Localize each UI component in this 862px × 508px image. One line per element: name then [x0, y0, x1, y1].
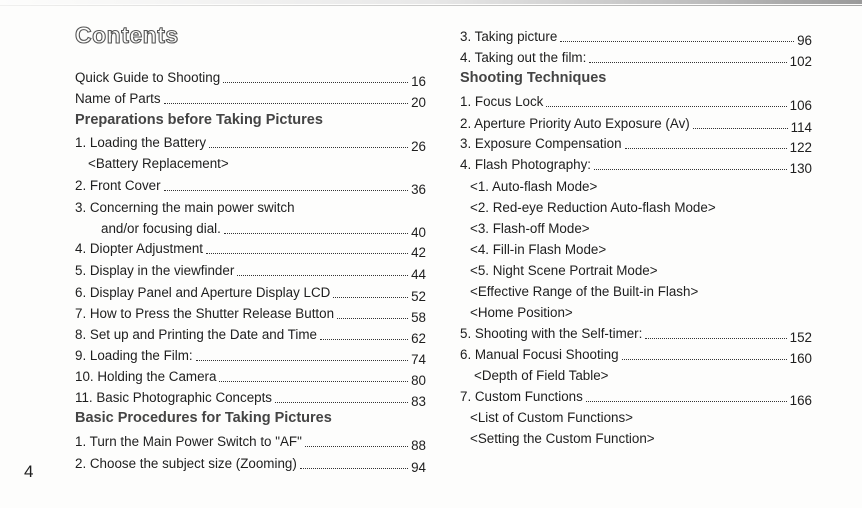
toc-entry-page: 62	[411, 331, 426, 346]
toc-subentry-flash-off[interactable]: <3. Flash-off Mode>	[470, 221, 590, 236]
toc-entry-viewfinder[interactable]	[75, 262, 426, 282]
dot-leader	[645, 338, 786, 339]
toc-entry-label: Quick Guide to Shooting	[75, 70, 221, 85]
dot-leader	[219, 381, 408, 382]
toc-entry-page: 152	[789, 330, 812, 345]
toc-entry-page: 160	[789, 351, 812, 366]
toc-entry-date-time[interactable]	[75, 326, 426, 346]
toc-entry-page: 130	[789, 161, 812, 176]
toc-entry-front-cover[interactable]	[75, 177, 426, 197]
toc-entry-page: 20	[411, 95, 426, 110]
toc-entry-label: 3. Taking picture	[460, 29, 558, 44]
toc-entry-main-power-switch[interactable]	[75, 433, 426, 453]
page-title: Contents	[75, 22, 179, 48]
toc-entry-aperture-priority[interactable]	[460, 115, 812, 135]
toc-subentry-depth-of-field[interactable]: <Depth of Field Table>	[474, 368, 609, 383]
toc-subentry-red-eye[interactable]: <2. Red-eye Reduction Auto-flash Mode>	[470, 200, 716, 215]
dot-leader	[164, 103, 409, 104]
toc-entry-taking-picture[interactable]	[460, 28, 812, 48]
toc-entry-page: 26	[411, 139, 426, 154]
toc-entry-page: 40	[411, 225, 426, 240]
toc-entry-subject-size[interactable]	[75, 455, 426, 475]
scan-edge-shadow	[0, 0, 862, 4]
section-heading-basic-procedures: Basic Procedures for Taking Pictures	[75, 410, 332, 426]
toc-entry-label: 1. Focus Lock	[460, 94, 544, 109]
scan-edge-line	[0, 5, 862, 6]
toc-entry-focus-lock[interactable]	[460, 93, 812, 113]
toc-entry-label: 7. How to Press the Shutter Release Button	[75, 306, 335, 321]
section-heading-shooting-techniques: Shooting Techniques	[460, 70, 607, 86]
dot-leader	[693, 128, 788, 129]
toc-entry-page: 114	[790, 120, 812, 135]
toc-entry-page: 94	[411, 460, 426, 475]
toc-entry-diopter[interactable]	[75, 240, 426, 260]
toc-entry-page: 74	[411, 352, 426, 367]
toc-entry-label: 10. Holding the Camera	[75, 369, 217, 384]
toc-entry-basic-concepts[interactable]	[75, 389, 426, 409]
toc-entry-power-switch-line1[interactable]: 3. Concerning the main power switch	[75, 200, 295, 215]
dot-leader	[560, 41, 794, 42]
toc-entry-label: 7. Custom Functions	[460, 389, 583, 404]
toc-entry-page: 88	[411, 438, 426, 453]
toc-subentry-home-position[interactable]: <Home Position>	[470, 305, 573, 320]
dot-leader	[333, 297, 408, 298]
toc-entry-label: 5. Display in the viewfinder	[75, 263, 235, 278]
toc-entry-label: 3. Exposure Compensation	[460, 136, 622, 151]
toc-subentry-night-scene[interactable]: <5. Night Scene Portrait Mode>	[470, 263, 658, 278]
toc-entry-page: 102	[789, 54, 812, 69]
dot-leader	[223, 82, 408, 83]
dot-leader	[224, 233, 408, 234]
toc-entry-label: 6. Display Panel and Aperture Display LCD	[75, 285, 331, 300]
toc-entry-page: 122	[789, 140, 812, 155]
toc-entry-label: 2. Choose the subject size (Zooming)	[75, 456, 297, 471]
toc-entry-page: 52	[411, 289, 426, 304]
toc-entry-page: 166	[789, 393, 812, 408]
toc-entry-page: 16	[411, 74, 426, 89]
toc-entry-page: 42	[411, 245, 426, 260]
toc-entry-quick-guide[interactable]	[75, 69, 426, 89]
toc-entry-label: 9. Loading the Film:	[75, 348, 193, 363]
page-number: 4	[24, 462, 34, 481]
toc-entry-label: 4. Diopter Adjustment	[75, 241, 204, 256]
toc-entry-label: 11. Basic Photographic Concepts	[75, 390, 273, 405]
toc-entry-exposure-compensation[interactable]	[460, 135, 812, 155]
toc-subentry-auto-flash[interactable]: <1. Auto-flash Mode>	[470, 179, 598, 194]
dot-leader	[164, 190, 409, 191]
dot-leader	[625, 148, 787, 149]
dot-leader	[594, 169, 787, 170]
toc-entry-power-switch[interactable]	[101, 220, 426, 240]
dot-leader	[206, 253, 408, 254]
section-heading-preparations: Preparations before Taking Pictures	[75, 112, 323, 128]
dot-leader	[300, 468, 408, 469]
dot-leader	[546, 106, 786, 107]
toc-entry-label: 1. Turn the Main Power Switch to "AF"	[75, 434, 302, 449]
dot-leader	[320, 339, 408, 340]
toc-entry-loading-battery[interactable]	[75, 134, 426, 154]
dot-leader	[209, 147, 408, 148]
toc-entry-label: Name of Parts	[75, 91, 161, 106]
toc-entry-display-panel[interactable]	[75, 284, 426, 304]
toc-entry-label: 6. Manual Focusi Shooting	[460, 347, 619, 362]
toc-entry-page: 36	[411, 182, 426, 197]
toc-entry-self-timer[interactable]	[460, 325, 812, 345]
toc-entry-holding-camera[interactable]	[75, 368, 426, 388]
toc-entry-custom-functions[interactable]	[460, 388, 812, 408]
dot-leader	[196, 360, 408, 361]
toc-entry-page: 96	[797, 33, 812, 48]
toc-entry-label: 5. Shooting with the Self-timer:	[460, 326, 643, 341]
toc-subentry-fill-in-flash[interactable]: <4. Fill-in Flash Mode>	[470, 242, 607, 257]
toc-entry-loading-film[interactable]	[75, 347, 426, 367]
toc-entry-label: 2. Aperture Priority Auto Exposure (Av)	[460, 116, 690, 131]
toc-subentry-flash-range[interactable]: <Effective Range of the Built-in Flash>	[470, 284, 699, 299]
toc-entry-label: and/or focusing dial.	[101, 221, 221, 236]
dot-leader	[622, 359, 787, 360]
toc-subentry-battery-replacement[interactable]: <Battery Replacement>	[88, 156, 229, 171]
dot-leader	[305, 446, 408, 447]
toc-entry-page: 83	[411, 394, 426, 409]
toc-entry-name-of-parts[interactable]	[75, 90, 426, 110]
dot-leader	[237, 275, 408, 276]
toc-entry-page: 106	[789, 98, 812, 113]
toc-entry-label: 2. Front Cover	[75, 178, 161, 193]
dot-leader	[589, 62, 786, 63]
toc-entry-shutter-release[interactable]	[75, 305, 426, 325]
toc-entry-page: 80	[411, 373, 426, 388]
toc-entry-flash-photography[interactable]	[460, 156, 812, 176]
toc-entry-label: 8. Set up and Printing the Date and Time	[75, 327, 317, 342]
dot-leader	[275, 402, 408, 403]
dot-leader	[586, 401, 787, 402]
toc-subentry-setting-custom-function[interactable]: <Setting the Custom Function>	[470, 431, 655, 446]
toc-subentry-custom-functions-list[interactable]: <List of Custom Functions>	[470, 410, 633, 425]
toc-entry-manual-focus[interactable]	[460, 346, 812, 366]
toc-entry-label: 1. Loading the Battery	[75, 135, 207, 150]
toc-entry-page: 44	[411, 267, 426, 282]
toc-entry-label: 4. Flash Photography:	[460, 157, 592, 172]
dot-leader	[337, 318, 408, 319]
toc-entry-taking-out-film[interactable]	[460, 49, 812, 69]
toc-entry-label: 4. Taking out the film:	[460, 50, 587, 65]
toc-entry-page: 58	[411, 310, 426, 325]
